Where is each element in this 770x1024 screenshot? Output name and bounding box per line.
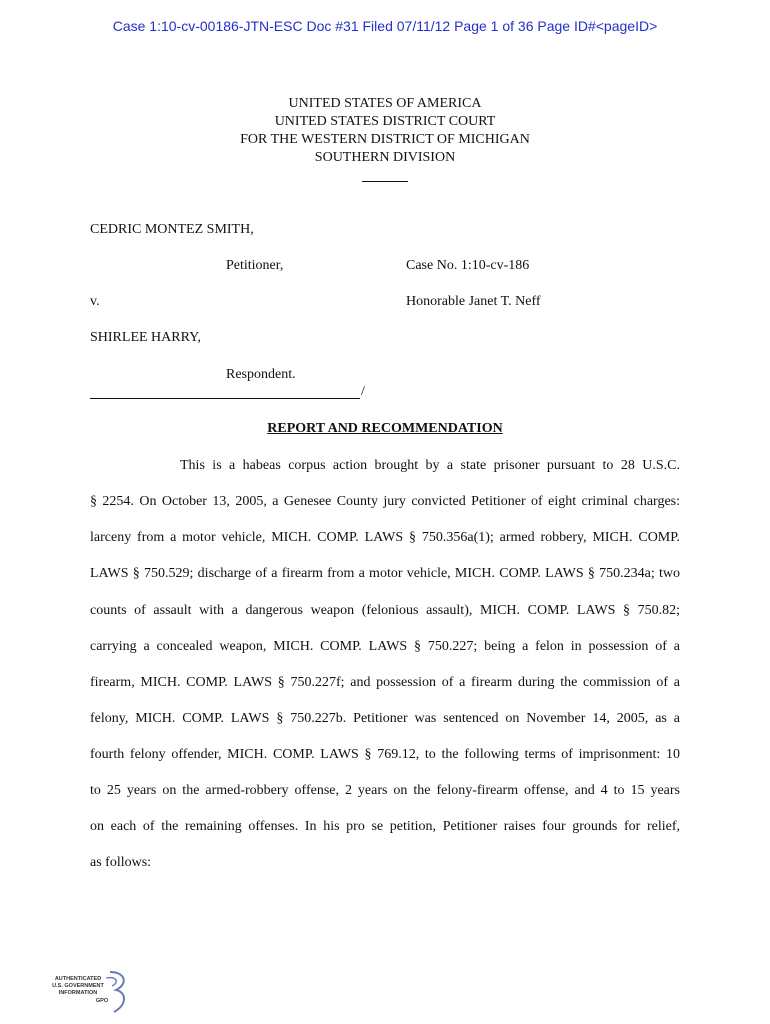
judge-name: Honorable Janet T. Neff (406, 294, 541, 309)
body-line-4: LAWS § 750.529; discharge of a firearm from a motor vehicle, MICH. COMP. LAWS § 750.234a; two (90, 566, 680, 581)
court-line-4: SOUTHERN DIVISION (314, 150, 456, 165)
caption-underline (90, 398, 360, 399)
body-line-10: to 25 years on the armed-robbery offense, 2 years on the felony-firearm offense, and 4 to 15 years (90, 783, 680, 798)
body-line-8: felony, MICH. COMP. LAWS § 750.227b. Petitioner was sentenced on November 14, 2005, as a (90, 711, 680, 726)
heading-divider (362, 181, 408, 182)
body-line-9: fourth felony offender, MICH. COMP. LAWS § 769.12, to the following terms of imprisonment: 10 (90, 747, 680, 762)
seal-line-4: GPO (95, 998, 109, 1004)
body-line-11: on each of the remaining offenses. In his pro se petition, Petitioner raises four grounds for relief, (90, 819, 680, 834)
court-heading (0, 95, 770, 167)
seal-line-2: U.S. GOVERNMENT (52, 983, 104, 989)
body-line-5: counts of assault with a dangerous weapon (felonious assault), MICH. COMP. LAWS § 750.82; (90, 603, 680, 618)
court-line-1: UNITED STATES OF AMERICA (288, 96, 482, 111)
body-line-3: larceny from a motor vehicle, MICH. COMP. LAWS § 750.356a(1); armed robbery, MICH. COMP. (90, 530, 680, 545)
petitioner-role: Petitioner, (226, 258, 284, 273)
court-line-2: UNITED STATES DISTRICT COURT (274, 114, 496, 129)
gpo-authentication-seal (40, 968, 132, 1016)
case-number: Case No. 1:10-cv-186 (406, 258, 530, 273)
seal-line-1: AUTHENTICATED (54, 976, 102, 982)
case-header-stamp: Case 1:10-cv-00186-JTN-ESC Doc #31 Filed 07/11/12 Page 1 of 36 Page ID#<pageID> (112, 18, 658, 34)
document-title: REPORT AND RECOMMENDATION (267, 421, 503, 436)
versus: v. (90, 294, 100, 309)
caption-slash: / (361, 384, 365, 399)
body-line-12: as follows: (90, 855, 152, 870)
court-line-3: FOR THE WESTERN DISTRICT OF MICHIGAN (240, 132, 530, 147)
respondent-name: SHIRLEE HARRY, (90, 330, 201, 345)
body-line-7: firearm, MICH. COMP. LAWS § 750.227f; and possession of a firearm during the commission of a (90, 675, 680, 690)
seal-line-3: INFORMATION (58, 990, 98, 996)
body-line-6: carrying a concealed weapon, MICH. COMP. LAWS § 750.227; being a felon in possession of a (90, 639, 680, 654)
body-line-1: This is a habeas corpus action brought by a state prisoner pursuant to 28 U.S.C. (180, 458, 680, 473)
body-line-2: § 2254. On October 13, 2005, a Genesee County jury convicted Petitioner of eight criminal charges: (90, 494, 680, 509)
petitioner-name: CEDRIC MONTEZ SMITH, (90, 222, 254, 237)
respondent-role: Respondent. (226, 367, 296, 382)
